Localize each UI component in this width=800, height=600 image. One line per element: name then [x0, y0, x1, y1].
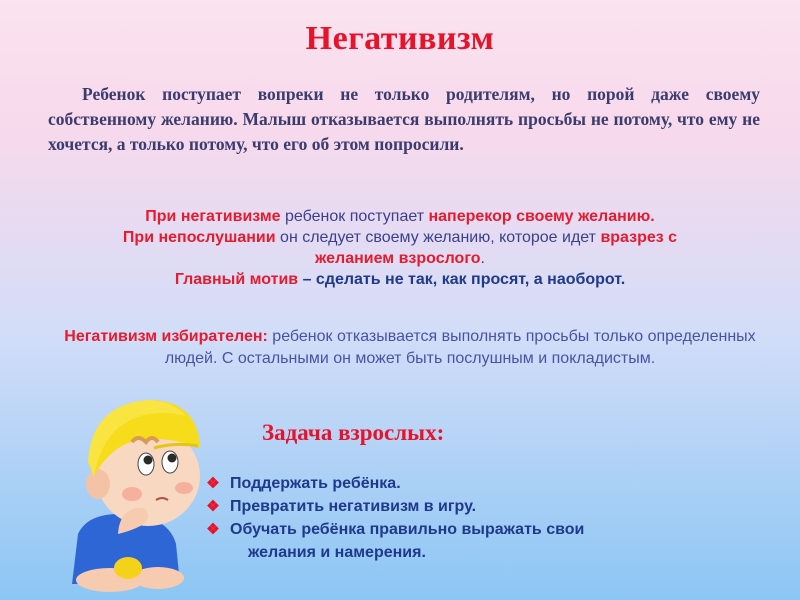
- task-text: Обучать ребёнка правильно выражать свои: [230, 521, 585, 538]
- main-motive-term: Главный мотив: [174, 271, 299, 288]
- list-item: [204, 472, 764, 495]
- selective-lead: Негативизм избирателен:: [64, 328, 268, 345]
- tasks-title: Задача взрослых:: [262, 420, 445, 445]
- comparison-line-2: [40, 227, 760, 248]
- list-item: [204, 495, 764, 518]
- comparison-line-3: [40, 248, 760, 269]
- negativism-term: При негативизме: [145, 208, 281, 225]
- against-desire-term: наперекор своему желанию.: [428, 208, 655, 225]
- page-title: Негативизм: [305, 20, 495, 57]
- tasks-list: [204, 472, 764, 564]
- intro-paragraph: Ребенок поступает вопреки не только родителям, но порой даже своему собственному желанию. Малыш отказывается выполнять просьбы не потому, что ему не хочется, а только потому, что его об этом попросили.: [48, 84, 760, 154]
- diamond-bullet-icon: ❖: [206, 475, 220, 492]
- contrary-term: вразрез с: [600, 229, 678, 246]
- comparison-text: ребенок поступает: [280, 208, 429, 225]
- gem-bullet-icon: ❖: [206, 498, 220, 515]
- main-motive-line: [40, 269, 760, 290]
- comparison-text: он следует своему желанию, которое идет: [275, 229, 601, 246]
- task-text: Поддержать ребёнка.: [230, 475, 401, 492]
- list-item-continuation: желания и намерения.: [248, 544, 426, 561]
- comparison-block: [40, 206, 760, 290]
- comparison-line-1: [40, 206, 760, 227]
- adult-wish-term: желанием взрослого: [315, 250, 481, 267]
- selective-text: ребенок отказывается выполнять просьбы только определенных людей. С остальными он может быть послушным и покладистым.: [164, 328, 756, 367]
- thinking-child-illustration: [48, 384, 208, 592]
- gem-bullet-icon: ❖: [206, 521, 220, 538]
- comparison-text: .: [480, 250, 485, 267]
- main-motive-text: – сделать не так, как просят, а наоборот.: [298, 271, 626, 288]
- task-text: Превратить негативизм в игру.: [230, 498, 477, 515]
- list-item: [204, 518, 764, 541]
- selective-block: [40, 326, 780, 370]
- disobedience-term: При непослушании: [122, 229, 276, 246]
